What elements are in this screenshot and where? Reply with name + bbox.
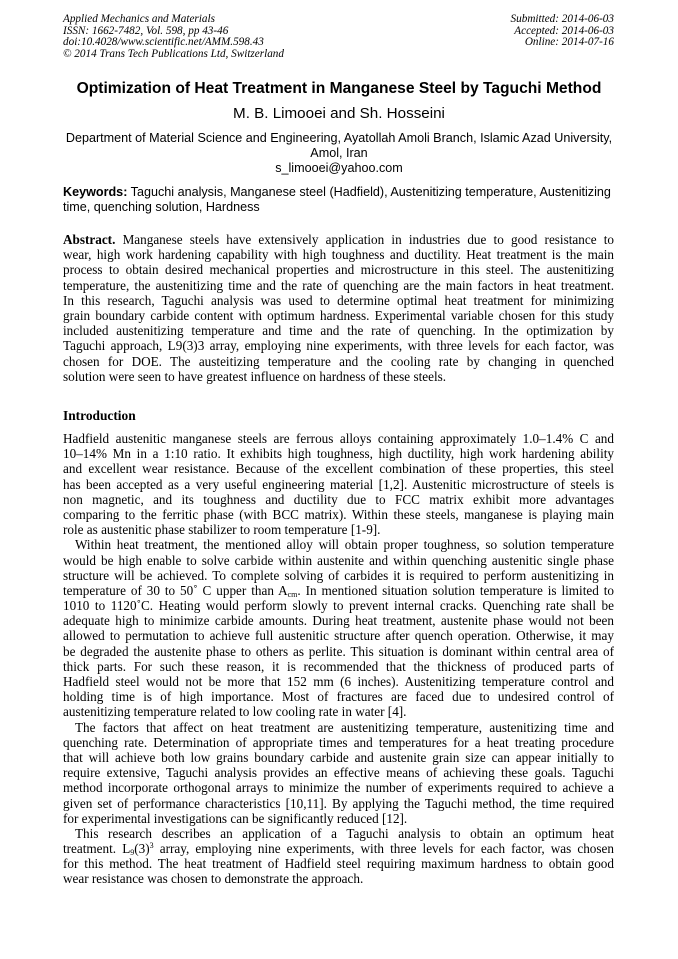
journal-info [63,14,284,60]
copyright: © 2014 Trans Tech Publications Ltd, Switzerland [63,47,284,60]
text-line [63,232,614,247]
email: s_limooei@yahoo.com [275,161,403,175]
text-line: has been accepted as a very useful engineering material [1,2]. Austenitic microstructure of steels is [63,476,614,492]
text-line: process to obtain desired mechanical properties and microstructure in this steel. The austenitizing [63,262,614,278]
text-line: thick parts. For such these reason, it is recommended that the thickness of produced parts of [63,658,614,674]
text-line: austenitizing temperature related to low cooling rate in water [4]. [63,704,407,720]
abstract-label: Abstract. [63,232,116,247]
text-line [63,841,614,856]
paragraph [63,720,614,826]
department: Department of Material Science and Engineering, Ayatollah Amoli Branch, Islamic Azad University, [65,131,613,145]
text-line: quenching rate. Determination of appropriate times and temperatures for a heat treating procedure [63,734,614,750]
text-segment: . In mentioned situation solution temperature is limited to [297,582,614,598]
text-line: This research describes an application of a Taguchi analysis to obtain an optimum heat [75,825,614,841]
keywords-text: Taguchi analysis, Manganese steel (Hadfield), Austenitizing temperature, Austenitizing time, quenching solution, Hardness [63,185,611,215]
text-line: included austenitizing temperature and time and the rate of quenching. In the optimization by [63,323,614,339]
text-line: 1010 to 1120˚C. Heating would perform slowly to prevent internal cracks. Quenching rate shall be [63,598,614,614]
text-line: require extensive, Taguchi analysis provides an effective means of achieving these goals. Taguchi [63,765,614,781]
text-line: non magnetic, and its toughness and ductility due to FCC matrix exhibit more advantages [63,491,614,507]
text-line: would be high enable to solve carbide within austenite and within quenching austenitic single phase [63,552,614,568]
subscript: cm [287,589,298,599]
paper-title: Optimization of Heat Treatment in Manganese Steel by Taguchi Method [76,80,602,97]
paragraph [63,537,614,719]
text-line: The factors that affect on heat treatment are austenitizing temperature, austenitizing time and [75,719,614,735]
doi: doi:10.4028/www.scientific.net/AMM.598.43 [63,36,264,49]
text-line: chosen for DOE. The austeitizing temperature and the cooling rate by changing in quenched [63,353,614,369]
text-line: allowed to permutation to achieve full austenitic structure after quench operation. Otherwise, it may [63,628,614,644]
online-date: Online: 2014-07-16 [524,36,614,49]
text-line: In this research, Taguchi analysis was used to determine optimal heat treatment for minimizing [63,292,614,308]
text-segment: temperature of 30 to 50˚ C upper than A [63,582,288,598]
text-line: Hadfield austenitic manganese steels are ferrous alloys containing approximately 1.0–1.4% C and [63,431,614,446]
paragraph [63,826,614,887]
text-segment: treatment. L [63,841,131,857]
text-line: be degraded the austenite phase to others as perlite. This situation is dominant within central area of [63,643,614,659]
text-line: temperature, the austenitizing time and the rate of quenching are the main factors in heat treatment. [63,277,614,293]
text-line: holding time is of high importance. Most of fractures are faced due to undesired control of [63,689,614,705]
section-heading-introduction: Introduction [63,408,136,423]
text-segment: array, employing nine experiments, with three levels for each factor, was chosen [153,841,614,857]
text-line: grain boundary carbide content with optimum hardness. Experimental variable chosen for this study [63,307,614,323]
text-line: comparing to the ferritic phase (with BCC matrix). Within these steels, manganese is playing main [63,506,614,522]
text-segment: (3) [134,841,150,857]
text-line: 10–14% Mn in a 1:10 ratio. It exhibits high toughness, high ductility, high work hardening ability [63,446,614,462]
text-line: adequate high to minimize carbide amounts. During heat treatment, austenite phase would not been [63,613,614,629]
journal-name: Applied Mechanics and Materials [63,13,215,25]
text-line: method incorporate orthogonal arrays to minimize the number of experiments required to achieve a [63,780,614,796]
text-line: structure will be achieved. To complete solving of carbides it is required to perform austenitizing in [63,567,614,583]
superscript: 3 [149,841,154,851]
text-line [63,583,614,598]
location: Amol, Iran [310,146,368,160]
affiliation [60,131,618,176]
accepted-date: Accepted: 2014-06-03 [514,24,614,37]
text-line: role as austenitic phase stabilizer to room temperature [1-9]. [63,522,381,538]
paragraph [63,431,614,537]
text-line: Within heat treatment, the mentioned alloy will obtain proper toughness, so solution temperature [75,537,614,553]
dates-info [511,14,614,49]
text-line: and excellent wear resistance. Because of the excellent combination of these properties, this steel [63,461,614,477]
abstract [63,232,614,384]
text-line: solution were seen to have greatest influence on hardness of these steels. [63,368,447,384]
text-line: for experimental investigations can be significantly reduced [12]. [63,810,408,826]
text-segment: Manganese steels have extensively application in industries due to good resistance to [115,232,614,247]
text-line: wear resistance was chosen to demonstrate the approach. [63,871,364,887]
text-line: that will achieve both low grains boundary carbide and austenite grain size can appear initially to [63,749,614,765]
text-line: Hadfield steel would not be more that 152 mm (6 inches). Austenitizing temperature control and [63,674,614,689]
text-line: for this method. The heat treatment of Hadfield steel requiring maximum hardness to obtain good [63,856,614,872]
text-line: wear, high work hardening capability with high toughness and ductility. Heat treatment is the main [63,247,614,263]
keywords [63,185,614,216]
subscript: 9 [130,848,135,858]
issn: ISSN: 1662-7482, Vol. 598, pp 43-46 [63,24,229,37]
submitted-date: Submitted: 2014-06-03 [510,13,614,25]
introduction-body [63,431,614,887]
keywords-label: Keywords: [63,185,128,199]
authors: M. B. Limooei and Sh. Hosseini [233,105,445,122]
text-line: given set of performance characteristics [10,11]. By applying the Taguchi method, the time required [63,795,614,811]
text-line: Taguchi approach, L9(3)3 array, employing nine experiments, with three levels for each factor, was [63,338,614,354]
